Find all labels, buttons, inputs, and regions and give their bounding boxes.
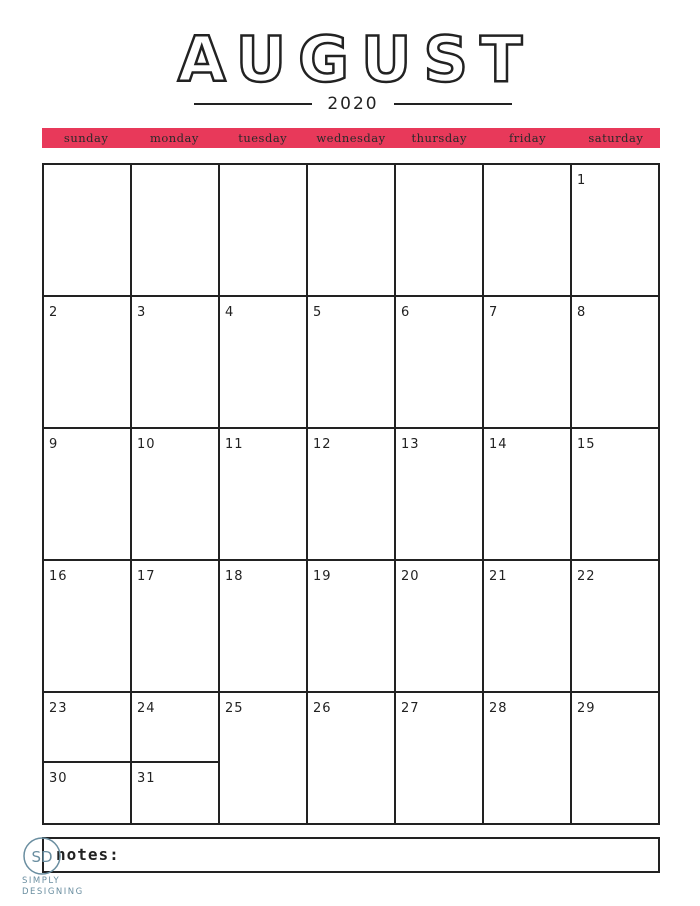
- notes-box[interactable]: [42, 837, 660, 873]
- day-number: 27: [401, 701, 420, 716]
- day-number: 21: [489, 569, 508, 584]
- day-cell[interactable]: [572, 165, 658, 297]
- month-title: AUGUST: [177, 23, 535, 96]
- notes-label: notes:: [56, 845, 120, 864]
- day-cell[interactable]: [396, 165, 484, 297]
- day-cell[interactable]: [572, 693, 658, 823]
- day-cell[interactable]: [484, 561, 572, 693]
- weekday-monday: monday: [149, 131, 199, 145]
- weekday-wednesday: wednesday: [316, 131, 386, 145]
- brand-line-2: DESIGNING: [22, 887, 84, 897]
- year-row: [0, 92, 700, 116]
- brand-name: [22, 876, 84, 898]
- day-cell[interactable]: [484, 429, 572, 561]
- day-number: 29: [577, 701, 596, 716]
- day-cell[interactable]: [572, 297, 658, 429]
- day-cell[interactable]: [220, 561, 308, 693]
- day-number: 22: [577, 569, 596, 584]
- day-cell[interactable]: [220, 297, 308, 429]
- day-number: 28: [489, 701, 508, 716]
- day-number: 9: [49, 437, 59, 452]
- day-number: 3: [137, 305, 147, 320]
- year-label: 2020: [327, 94, 379, 114]
- day-cell[interactable]: [396, 561, 484, 693]
- day-cell[interactable]: [396, 693, 484, 823]
- day-number: 17: [137, 569, 156, 584]
- day-cell[interactable]: [396, 429, 484, 561]
- day-cell[interactable]: [132, 165, 220, 297]
- weekday-sunday: sunday: [63, 131, 109, 145]
- day-number: 16: [49, 569, 68, 584]
- year-divider-right: [394, 103, 512, 105]
- day-number: 1: [577, 173, 587, 188]
- weekday-saturday: saturday: [588, 131, 644, 145]
- day-cell[interactable]: [44, 561, 132, 693]
- day-cell[interactable]: [132, 561, 220, 693]
- day-number: 2: [49, 305, 59, 320]
- day-cell[interactable]: [44, 429, 132, 561]
- day-cell[interactable]: [44, 693, 132, 763]
- day-cell[interactable]: [44, 763, 132, 823]
- day-number: 5: [313, 305, 323, 320]
- day-cell[interactable]: [220, 693, 308, 823]
- day-number: 6: [401, 305, 411, 320]
- day-number: 12: [313, 437, 332, 452]
- day-cell[interactable]: [44, 297, 132, 429]
- day-number: 15: [577, 437, 596, 452]
- day-cell[interactable]: [308, 429, 396, 561]
- day-number: 20: [401, 569, 420, 584]
- day-number: 8: [577, 305, 587, 320]
- day-cell[interactable]: [220, 429, 308, 561]
- day-cell[interactable]: [132, 693, 220, 763]
- weekday-tuesday: tuesday: [238, 131, 288, 145]
- day-cell[interactable]: [572, 429, 658, 561]
- day-number: 31: [137, 771, 156, 786]
- day-cell[interactable]: [308, 165, 396, 297]
- day-number: 30: [49, 771, 68, 786]
- day-cell[interactable]: [308, 693, 396, 823]
- year-divider-left: [194, 103, 312, 105]
- day-number: 10: [137, 437, 156, 452]
- brand-line-1: SIMPLY: [22, 876, 61, 886]
- day-cell[interactable]: [132, 297, 220, 429]
- day-cell[interactable]: [484, 297, 572, 429]
- weekday-thursday: thursday: [411, 131, 468, 145]
- day-number: 26: [313, 701, 332, 716]
- day-cell[interactable]: [484, 693, 572, 823]
- day-number: 25: [225, 701, 244, 716]
- day-number: 19: [313, 569, 332, 584]
- day-cell[interactable]: [132, 429, 220, 561]
- day-cell[interactable]: [572, 561, 658, 693]
- day-cell[interactable]: [220, 165, 308, 297]
- day-number: 11: [225, 437, 244, 452]
- day-cell[interactable]: [308, 297, 396, 429]
- day-cell[interactable]: [44, 165, 132, 297]
- calendar-grid: [42, 163, 660, 825]
- day-cell[interactable]: [484, 165, 572, 297]
- day-number: 24: [137, 701, 156, 716]
- weekday-friday: friday: [508, 131, 547, 145]
- day-number: 13: [401, 437, 420, 452]
- simply-designing-logo: [22, 836, 62, 876]
- day-cell[interactable]: [396, 297, 484, 429]
- day-number: 18: [225, 569, 244, 584]
- day-number: 23: [49, 701, 68, 716]
- day-number: 14: [489, 437, 508, 452]
- logo-monogram: SD: [31, 848, 53, 866]
- day-cell[interactable]: [308, 561, 396, 693]
- weekday-header-bar: [42, 128, 660, 148]
- day-number: 4: [225, 305, 235, 320]
- day-cell[interactable]: [132, 763, 220, 823]
- day-number: 7: [489, 305, 499, 320]
